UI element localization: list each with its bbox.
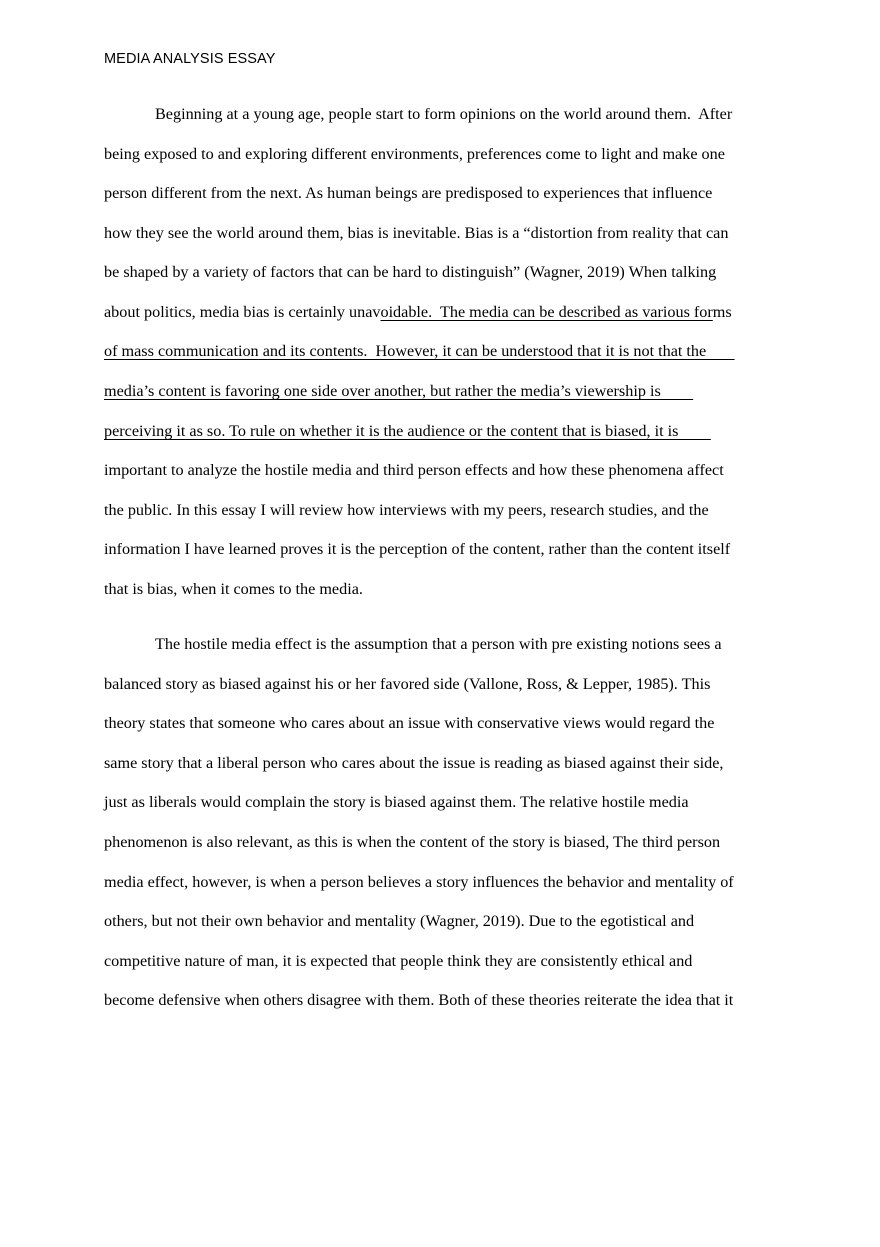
underlined-text: media’s content is favoring one side over another, but rather the media’s viewership is xyxy=(104,382,694,400)
paragraph-1-line: important to analyze the hostile media and third person effects and how these phenomena affect xyxy=(104,461,724,479)
paragraph-2-line: phenomenon is also relevant, as this is when the content of the story is biased, The third person xyxy=(104,833,721,851)
underlined-text: perceiving it as so. To rule on whether it is the audience or the content that is biased, it is xyxy=(104,422,711,440)
paragraph-1-line: information I have learned proves it is the perception of the content, rather than the content itself xyxy=(104,540,731,558)
paragraph-1-line: be shaped by a variety of factors that can be hard to distinguish” (Wagner, 2019) When talking xyxy=(104,263,717,281)
running-head: MEDIA ANALYSIS ESSAY xyxy=(104,51,276,67)
paragraph-2-line: The hostile media effect is the assumption that a person with pre existing notions sees a xyxy=(155,635,722,653)
paragraph-2-line: competitive nature of man, it is expected that people think they are consistently ethical and xyxy=(104,952,693,970)
paragraph-1-line: how they see the world around them, bias is inevitable. Bias is a “distortion from reality that can xyxy=(104,224,729,242)
paragraph-1-line xyxy=(104,341,735,361)
underlined-text: of mass communication and its contents. However, it can be understood that it is not that the xyxy=(104,342,735,360)
plain-text: ms xyxy=(712,303,732,321)
paragraph-2-line: become defensive when others disagree with them. Both of these theories reiterate the idea that it xyxy=(104,991,734,1009)
paragraph-1-line: the public. In this essay I will review how interviews with my peers, research studies, and the xyxy=(104,501,709,519)
paragraph-2-line: others, but not their own behavior and mentality (Wagner, 2019). Due to the egotistical and xyxy=(104,912,695,930)
paragraph-2-line: media effect, however, is when a person believes a story influences the behavior and mentality of xyxy=(104,873,734,891)
paragraph-1-line: Beginning at a young age, people start to form opinions on the world around them. After xyxy=(155,105,733,123)
paragraph-1-line: that is bias, when it comes to the media. xyxy=(104,580,363,598)
paragraph-2-line: just as liberals would complain the story is biased against them. The relative hostile media xyxy=(104,793,689,811)
paragraph-2-line: balanced story as biased against his or her favored side (Vallone, Ross, & Lepper, 1985). This xyxy=(104,675,711,693)
paragraph-2-line: theory states that someone who cares about an issue with conservative views would regard the xyxy=(104,714,715,732)
paragraph-1-line xyxy=(104,302,732,322)
paragraph-1-line xyxy=(104,381,693,401)
paragraph-1-line: being exposed to and exploring different environments, preferences come to light and make one xyxy=(104,145,725,163)
paragraph-2-line: same story that a liberal person who cares about the issue is reading as biased against their side, xyxy=(104,754,724,772)
paragraph-1-line: person different from the next. As human beings are predisposed to experiences that influence xyxy=(104,184,713,202)
paragraph-1-line xyxy=(104,421,711,441)
underlined-text: oidable. The media can be described as various for xyxy=(380,303,713,321)
plain-text: about politics, media bias is certainly unav xyxy=(104,303,381,321)
